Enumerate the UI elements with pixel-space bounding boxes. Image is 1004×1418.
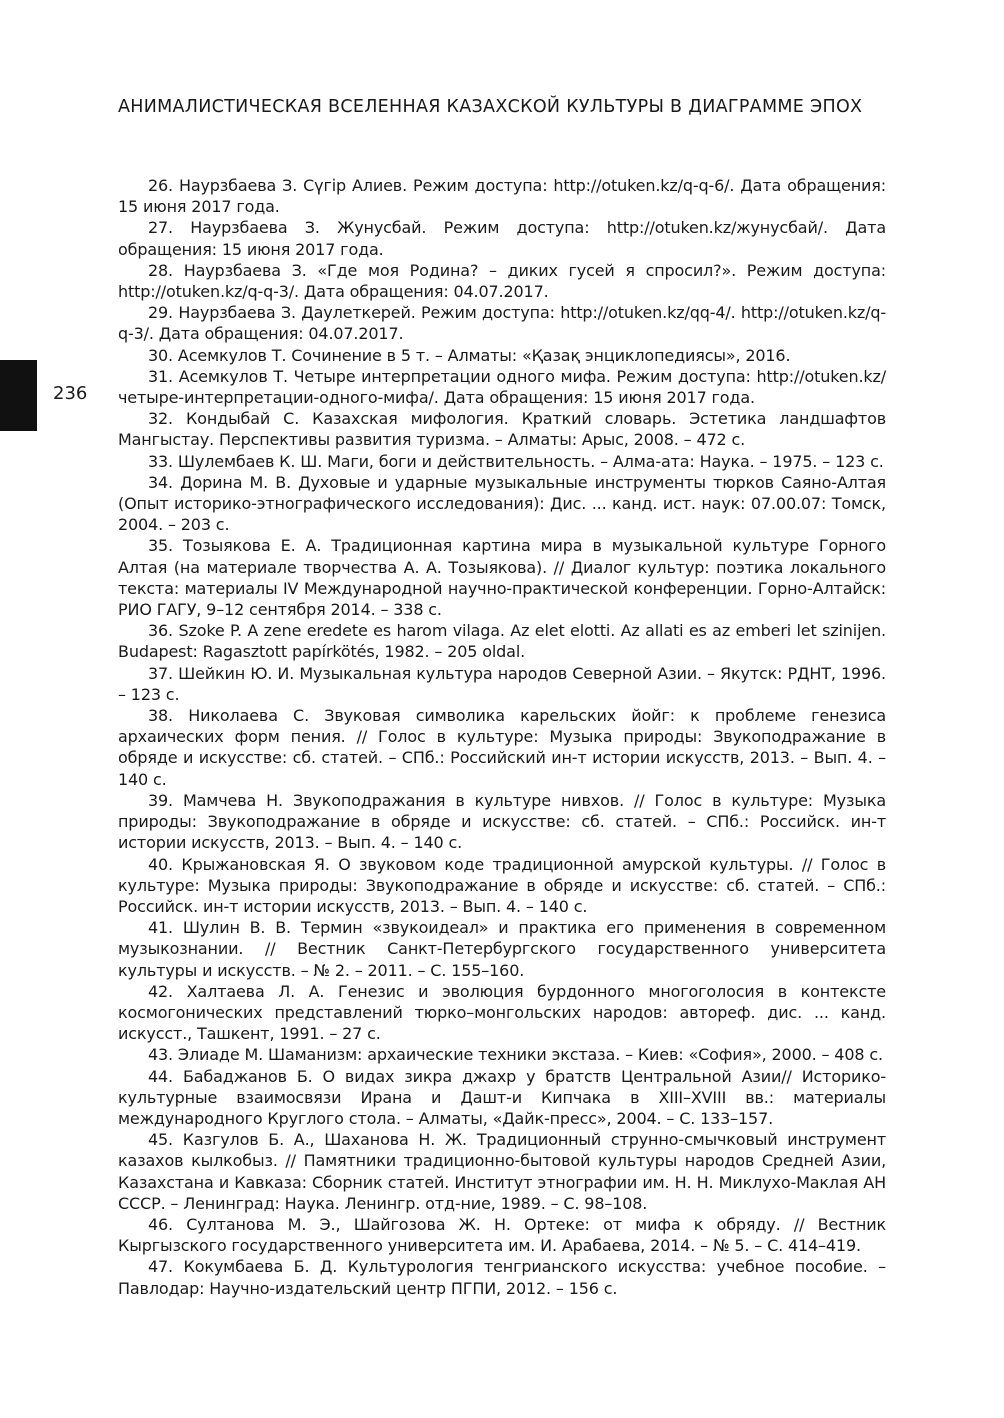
page-edge-tab bbox=[0, 360, 37, 431]
reference-item: 46. Султанова М. Э., Шайгозова Ж. Н. Ортеке: от мифа к обряду. // Вестник Кыргызского государственного университета им. И. Арабаева, 2014. – № 5. – С. 414–419. bbox=[118, 1214, 886, 1256]
reference-item: 39. Мамчева Н. Звукоподражания в культуре нивхов. // Голос в культуре: Музыка природы: Звукоподражание в обряде и искусстве: сб. статей. – СПб.: Российск. ин-т истории искусств, 2013. – Вып. 4. – 140 с. bbox=[118, 790, 886, 853]
reference-item: 34. Дорина М. В. Духовые и ударные музыкальные инструменты тюрков Саяно-Алтая (Опыт историко-этнографического исследования): Дис. ... канд. ист. наук: 07.00.07: Томск, 2004. – 203 с. bbox=[118, 472, 886, 535]
reference-item: 30. Асемкулов Т. Сочинение в 5 т. – Алматы: «Қазақ энциклопедиясы», 2016. bbox=[148, 345, 791, 365]
reference-item: 32. Кондыбай С. Казахская мифология. Краткий словарь. Эстетика ландшафтов Мангыстау. Перспективы развития туризма. – Алматы: Арыс, 2008. – 472 с. bbox=[118, 409, 886, 450]
reference-item: 38. Николаева С. Звуковая символика карельских йойг: к проблеме генезиса архаических форм пения. // Голос в культуре: Музыка природы: Звукоподражание в обряде и искусстве: сб. статей. – СПб.: Российский ин-т истории искусств, 2013. – Вып. 4. – 140 с. bbox=[118, 706, 886, 789]
reference-item: 44. Бабаджанов Б. О видах зикра джахр у братств Центральной Азии// Историко-культурные взаимосвязи Ирана и Дашт-и Кипчака в XIII–XVIII вв.: материалы международного Круглого стола. – Алматы, «Дайк-пресс», 2004. – С. 133–157. bbox=[118, 1066, 886, 1128]
reference-item: 29. Наурзбаева З. Даулеткерей. Режим доступа: http://otuken.kz/qq-4/. http://otuken.kz/q-q-3/. Дата обращения: 04.07.2017. bbox=[118, 303, 886, 344]
reference-item: 28. Наурзбаева З. «Где моя Родина? – диких гусей я спросил?». Режим доступа: http://otuken.kz/q-q-3/. Дата обращения: 04.07.2017. bbox=[118, 260, 886, 302]
reference-item: 41. Шулин В. В. Термин «звукоидеал» и практика его применения в современном музыкознании. // Вестник Санкт-Петербургского государственного университета культуры и искусств. – № 2. – 2011. – С. 155–160. bbox=[118, 918, 886, 980]
reference-item: 37. Шейкин Ю. И. Музыкальная культура народов Северной Азии. – Якутск: РДНТ, 1996. – 123 с. bbox=[118, 663, 886, 704]
reference-item: 40. Крыжановская Я. О звуковом коде традиционной амурской культуры. // Голос в культуре: Музыка природы: Звукоподражание в обряде и искусстве: сб. статей. – СПб.: Российск. ин-т истории искусств, 2013. – Вып. 4. – 140 с. bbox=[118, 854, 886, 916]
reference-item: 45. Казгулов Б. А., Шаханова Н. Ж. Традиционный струнно-смычковый инструмент казахов кылкобыз. // Памятники традиционно-бытовой культуры народов Средней Азии, Казахстана и Кавказа: Сборник статей. Институт этнографии им. Н. Н. Миклухо-Маклая АН СССР. – Ленинград: Наука. Ленингр. отд-ние, 1989. – С. 98–108. bbox=[118, 1130, 886, 1213]
page-number: 236 bbox=[53, 383, 88, 404]
reference-item: 43. Элиаде М. Шаманизм: архаические техники экстаза. – Киев: «София», 2000. – 408 с. bbox=[148, 1045, 883, 1065]
reference-item: 31. Асемкулов Т. Четыре интерпретации одного мифа. Режим доступа: http://otuken.kz/четыре-интерпретации-одного-мифа/. Дата обращения: 15 июня 2017 года. bbox=[118, 366, 886, 408]
reference-list bbox=[118, 175, 886, 1299]
running-head: АНИМАЛИСТИЧЕСКАЯ ВСЕЛЕННАЯ КАЗАХСКОЙ КУЛЬТУРЫ В ДИАГРАММЕ ЭПОХ bbox=[118, 97, 863, 117]
reference-item: 35. Тозыякова Е. А. Традиционная картина мира в музыкальной культуре Горного Алтая (на материале творчества А. А. Тозыякова). // Диалог культур: поэтика локального текста: материалы IV Международной научно-практической конференции. Горно-Алтайск: РИО ГАГУ, 9–12 сентября 2014. – 338 с. bbox=[118, 536, 886, 620]
reference-item: 47. Кокумбаева Б. Д. Культурология тенгрианского искусства: учебное пособие. – Павлодар: Научно-издательский центр ПГПИ, 2012. – 156 с. bbox=[118, 1257, 886, 1298]
reference-item: 42. Халтаева Л. А. Генезис и эволюция бурдонного многоголосия в контексте космогонических представлений тюрко–монгольских народов: автореф. дис. ... канд. искусст., Ташкент, 1991. – 27 с. bbox=[118, 981, 886, 1044]
reference-item: 33. Шулембаев К. Ш. Маги, боги и действительность. – Алма-ата: Наука. – 1975. – 123 с. bbox=[148, 451, 884, 471]
reference-item: 27. Наурзбаева З. Жунусбай. Режим доступа: http://otuken.kz/жунусбай/. Дата обращения: 15 июня 2017 года. bbox=[118, 218, 886, 259]
reference-item: 26. Наурзбаева З. Сүгір Алиев. Режим доступа: http://otuken.kz/q-q-6/. Дата обращения: 15 июня 2017 года. bbox=[118, 176, 886, 217]
reference-item: 36. Szoke P. A zene eredete es harom vilaga. Az elet elotti. Az allati es az emberi let szinijen. Budapest: Ragasztott papírkötés, 1982. – 205 oldal. bbox=[118, 621, 886, 662]
